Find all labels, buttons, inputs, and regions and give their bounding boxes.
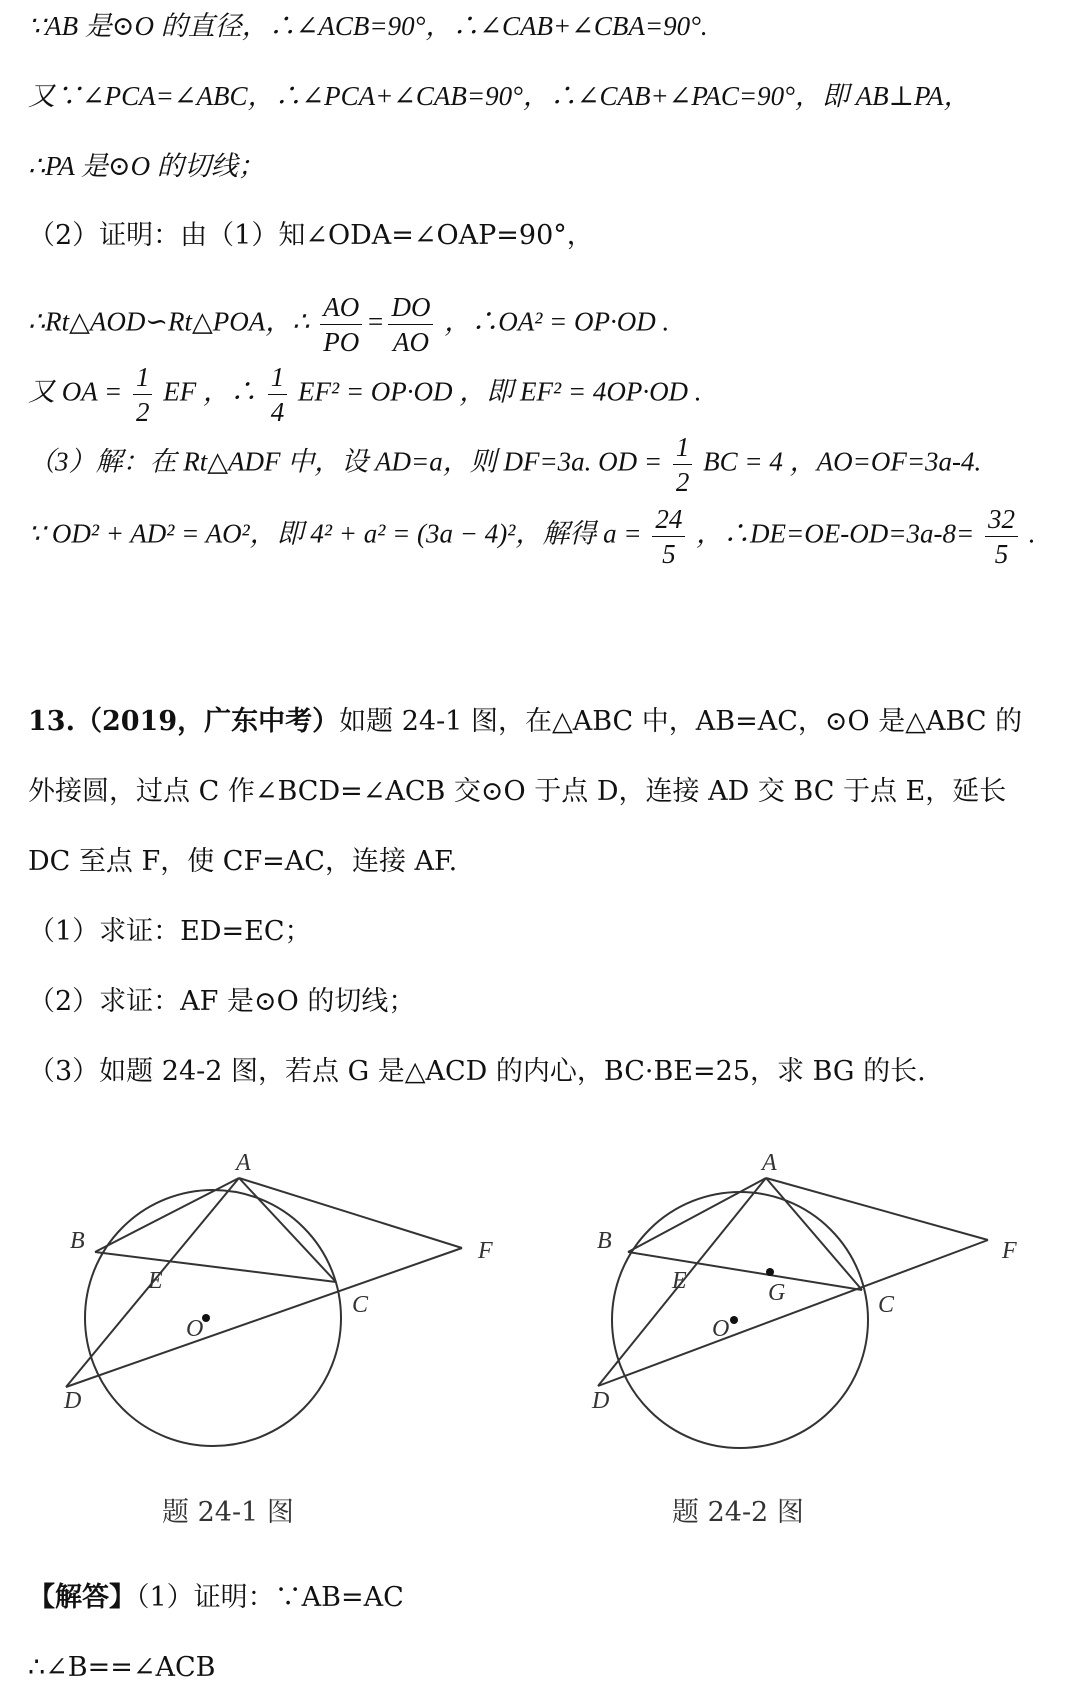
answer-text-1: （1）证明：∵AB=AC: [136, 1582, 404, 1613]
solution-line-8-c: .: [1028, 518, 1036, 549]
answer-line-1: [28, 1578, 1052, 1618]
label-b: B: [70, 1228, 85, 1254]
segment-ac-2: [766, 1178, 862, 1290]
fraction-denominator: 2: [135, 397, 150, 427]
solution-line-6: [28, 360, 1052, 429]
solution-line-6-a: 又 OA =: [28, 376, 123, 407]
label-g: G: [768, 1280, 786, 1306]
question-3: （3）如题 24-2 图，若点 G 是△ACD 的内心，BC·BE=25，求 BG 的长.: [28, 1056, 926, 1087]
fraction-numerator: 24: [652, 502, 685, 537]
label-d-2: D: [592, 1388, 610, 1414]
problem-heading: 13.（2019，广东中考）: [28, 706, 340, 737]
fraction-32-5: [985, 502, 1018, 571]
segment-bc-2: [628, 1252, 862, 1290]
label-c: C: [352, 1292, 369, 1318]
fraction-denominator: 5: [662, 539, 676, 569]
incenter-dot-g: [766, 1268, 774, 1276]
fraction-numerator: 1: [133, 360, 153, 395]
fraction-numerator: 1: [673, 430, 693, 465]
label-a-2: A: [762, 1150, 777, 1176]
solution-line-8-a: ∵ OD² + AD² = AO²，即 4² + a² = (3a − 4)²，解得 a =: [28, 518, 642, 549]
label-b-2: B: [597, 1228, 612, 1254]
figure-24-1: [66, 1178, 462, 1446]
solution-line-7-a: （3）解：在 Rt△ADF 中，设 AD=a，则 DF=3a. OD =: [28, 446, 663, 477]
label-e: E: [148, 1268, 163, 1294]
fraction-numerator: 32: [985, 502, 1018, 537]
segment-bc: [95, 1252, 336, 1282]
solution-line-3: ∴PA 是⊙O 的切线；: [28, 151, 265, 181]
fraction-denominator: PO: [323, 327, 360, 357]
problem-text-1: 如题 24-1 图，在△ABC 中，AB=AC，⊙O 是△ABC 的: [339, 706, 1023, 737]
problem-line-2: 外接圆，过点 C 作∠BCD=∠ACB 交⊙O 于点 D，连接 AD 交 BC 于点 E，延长: [28, 776, 1007, 807]
fraction-denominator: AO: [392, 327, 429, 357]
fraction-numerator: AO: [320, 290, 362, 325]
label-f-2: F: [1002, 1238, 1017, 1264]
label-c-2: C: [878, 1292, 895, 1318]
solution-line-4: （2）证明：由（1）知∠ODA=∠OAP=90°，: [28, 220, 594, 251]
equals-sign: =: [366, 306, 385, 337]
fraction-numerator: DO: [388, 290, 433, 325]
solution-line-5-b: ，∴OA² = OP·OD .: [444, 306, 670, 337]
label-e-2: E: [672, 1268, 687, 1294]
label-a: A: [236, 1150, 251, 1176]
solution-line-8-b: ，∴DE=OE-OD=3a-8=: [696, 518, 975, 549]
label-d: D: [64, 1388, 82, 1414]
fraction-denominator: 2: [675, 467, 690, 497]
fraction-denominator: 4: [270, 397, 285, 427]
solution-line-1: ∵AB 是⊙O 的直径，∴∠ACB=90°，∴∠CAB+∠CBA=90°.: [28, 11, 708, 41]
segment-ab-2: [628, 1178, 766, 1252]
figure-24-1-caption: 题 24-1 图: [162, 1497, 294, 1528]
center-dot-o-2: [730, 1316, 738, 1324]
problem-line-3: DC 至点 F，使 CF=AC，连接 AF.: [28, 846, 458, 877]
fraction-ao-po: [320, 290, 362, 359]
label-o: O: [186, 1316, 204, 1342]
fraction-one-quarter: [268, 360, 288, 429]
fraction-numerator: 1: [268, 360, 288, 395]
fraction-24-5: [652, 502, 685, 571]
solution-line-7-b: BC = 4 ，AO=OF=3a-4.: [703, 446, 982, 477]
label-f: F: [478, 1238, 493, 1264]
answer-line-2: ∴∠B==∠ACB: [28, 1652, 216, 1683]
solution-line-8: [28, 502, 1052, 571]
question-1: （1）求证：ED=EC；: [28, 916, 312, 947]
fraction-do-ao: [388, 290, 433, 359]
solution-line-5-a: ∴Rt△AOD∽Rt△POA，∴: [28, 306, 310, 337]
solution-line-7: [28, 430, 1052, 499]
solution-line-6-c: EF² = OP·OD ，即 EF² = 4OP·OD .: [297, 376, 702, 407]
question-2: （2）求证：AF 是⊙O 的切线；: [28, 986, 416, 1017]
label-o-2: O: [712, 1316, 730, 1342]
geometry-figures: [0, 1140, 1080, 1470]
solution-line-6-b: EF ，∴: [163, 376, 257, 407]
problem-line-1: [28, 702, 1052, 742]
segment-df: [66, 1248, 462, 1387]
fraction-denominator: 5: [994, 539, 1009, 569]
segment-af-2: [766, 1178, 988, 1240]
fraction-one-half-b: [673, 430, 693, 499]
solution-line-2: 又∵∠PCA=∠ABC，∴∠PCA+∠CAB=90°，∴∠CAB+∠PAC=90°，即 AB⊥PA，: [28, 81, 971, 111]
segment-ab: [95, 1178, 239, 1252]
figure-24-2: [598, 1178, 988, 1448]
fraction-one-half: [133, 360, 153, 429]
answer-tag: 【解答】: [28, 1582, 136, 1613]
solution-line-5: [28, 290, 1052, 359]
figure-24-2-caption: 题 24-2 图: [672, 1497, 804, 1528]
